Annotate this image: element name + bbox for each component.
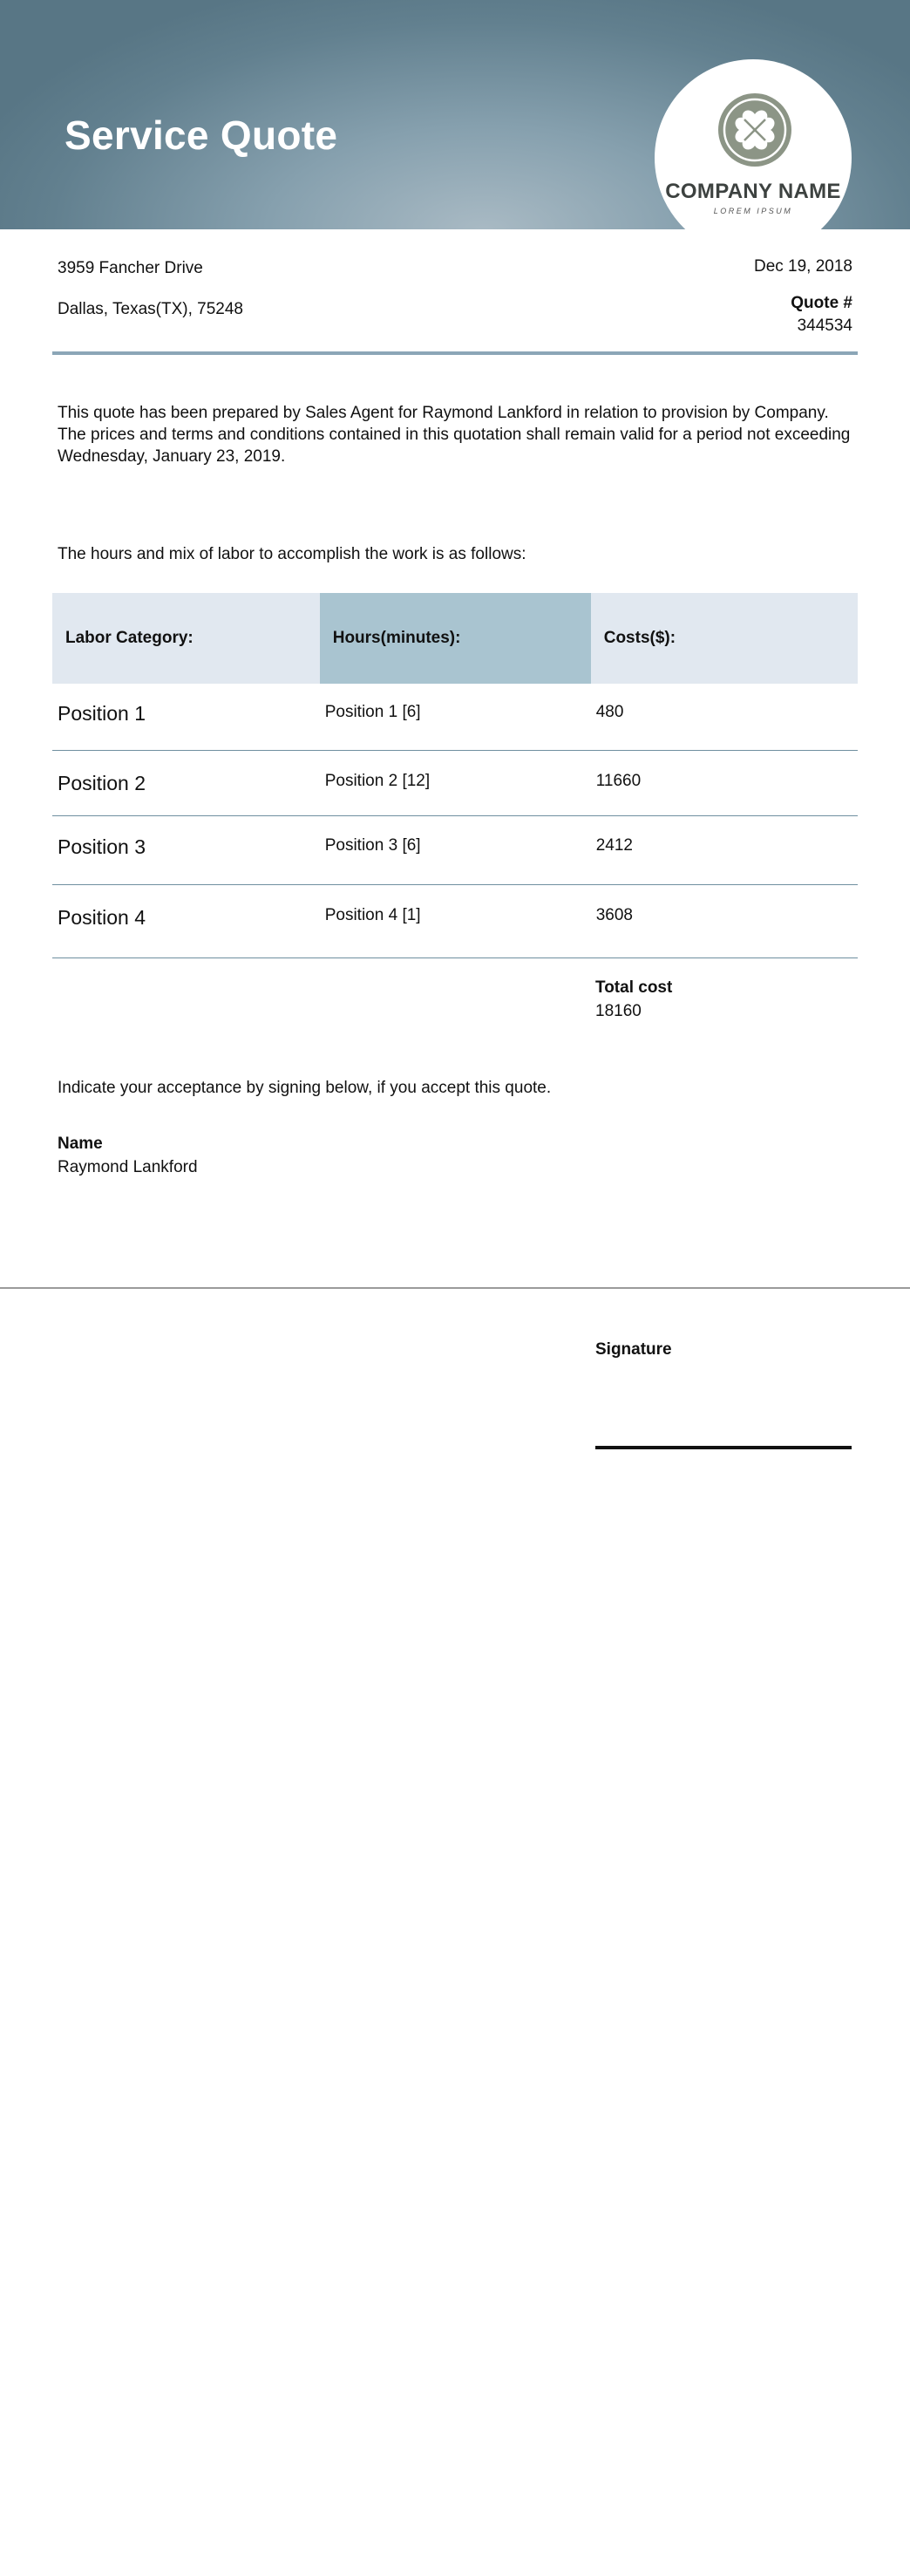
header-divider xyxy=(52,351,858,355)
table-row xyxy=(52,815,858,884)
cell-cost: 3608 xyxy=(591,884,858,957)
cell-hours: Position 4 [1] xyxy=(320,884,591,957)
column-header-category: Labor Category: xyxy=(52,593,320,684)
cell-category: Position 4 xyxy=(52,884,320,957)
cell-cost: 11660 xyxy=(591,750,858,815)
section-divider xyxy=(0,1287,910,1289)
cell-cost: 480 xyxy=(591,684,858,750)
column-header-costs: Costs($): xyxy=(591,593,858,684)
cell-hours: Position 3 [6] xyxy=(320,815,591,884)
company-logo xyxy=(655,59,852,229)
company-tagline: LOREM IPSUM xyxy=(713,207,793,215)
cell-hours: Position 1 [6] xyxy=(320,684,591,750)
table-row xyxy=(52,884,858,957)
cell-category: Position 3 xyxy=(52,815,320,884)
name-value: Raymond Lankford xyxy=(58,1158,198,1176)
table-row xyxy=(52,684,858,750)
cell-hours: Position 2 [12] xyxy=(320,750,591,815)
clover-icon xyxy=(718,93,791,167)
company-name: COMPANY NAME xyxy=(665,180,841,203)
labor-intro: The hours and mix of labor to accomplish the work is as follows: xyxy=(58,545,526,563)
total-cost-label: Total cost xyxy=(595,978,673,997)
cell-category: Position 2 xyxy=(52,750,320,815)
acceptance-text: Indicate your acceptance by signing below, if you accept this quote. xyxy=(58,1079,552,1097)
signature-line[interactable] xyxy=(595,1446,852,1449)
address-line-1: 3959 Fancher Drive xyxy=(58,259,203,277)
quote-date: Dec 19, 2018 xyxy=(753,257,852,276)
cell-cost: 2412 xyxy=(591,815,858,884)
column-header-hours: Hours(minutes): xyxy=(320,593,591,684)
signature-label: Signature xyxy=(595,1340,672,1359)
quote-number-label: Quote # xyxy=(791,294,852,312)
address-line-2: Dallas, Texas(TX), 75248 xyxy=(58,300,243,318)
intro-paragraph: This quote has been prepared by Sales Agent for Raymond Lankford in relation to provision by Company. The prices and terms and conditions contained in this quotation shall remain valid for a period not exceeding Wednesday, January 23, 2019. xyxy=(58,404,851,466)
labor-table xyxy=(52,593,858,958)
cell-category: Position 1 xyxy=(52,684,320,750)
quote-number: 344534 xyxy=(797,317,852,335)
page-title: Service Quote xyxy=(65,112,338,158)
table-header-row xyxy=(52,593,858,684)
header-banner xyxy=(0,0,910,229)
name-label: Name xyxy=(58,1135,103,1153)
total-cost-value: 18160 xyxy=(595,1002,642,1020)
table-row xyxy=(52,750,858,815)
